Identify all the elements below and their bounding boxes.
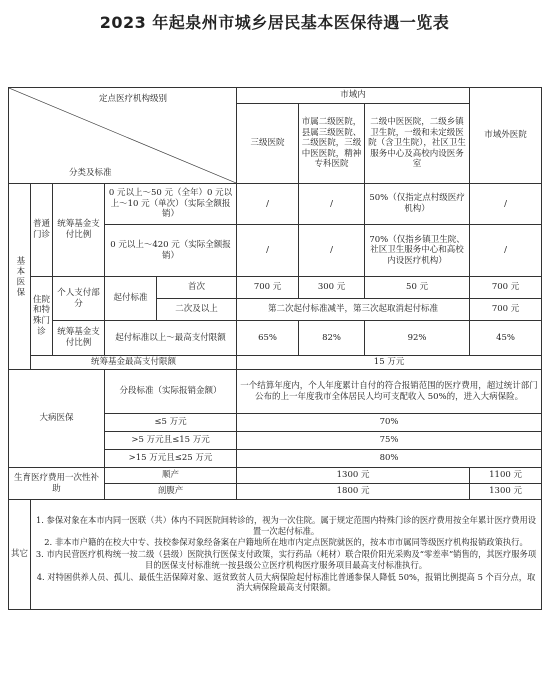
seg-label: 分段标准（实际报销金额） [105, 370, 237, 414]
note-item: 4. 对特困供养人员、孤儿、最低生活保障对象、返贫致贫人员大病保险起付标准比普通参保人降低 50%，报销比例提高 5 个百分点，取消大病保险最高支付限额。 [36, 571, 536, 593]
second-label: 二次及以上 [157, 299, 237, 321]
table-cell: / [299, 184, 365, 225]
table-cell: / [470, 225, 542, 277]
threshold-label: 起付标准 [105, 277, 157, 321]
table-cell: 300 元 [299, 277, 365, 299]
table-cell: 70% [237, 414, 542, 432]
table-cell: >15 万元且≤25 万元 [105, 450, 237, 468]
outpatient-label: 普通门诊 [31, 184, 53, 277]
basic-label: 基本医保 [9, 184, 31, 370]
note-item: 2. 非本市户籍的在校大中专、技校参保对象经备案在户籍地所在地市内定点医院就医的，按本市市属同等级医疗机构报销政策执行。 [44, 537, 528, 548]
table-cell: 65% [237, 321, 299, 356]
level3-header: 三级医院 [237, 104, 299, 184]
ratio-label: 统筹基金支付比例 [53, 184, 105, 277]
table-cell: 50%（仅指定点村级医疗机构） [365, 184, 470, 225]
city-out-header: 市域外医院 [470, 88, 542, 184]
corner-bottom-label: 分类及标准 [69, 168, 112, 179]
max-value: 15 万元 [237, 356, 542, 370]
table-cell: 1300 元 [237, 468, 470, 484]
other-label: 其它 [9, 500, 31, 610]
table-cell: 75% [237, 432, 542, 450]
birth-label: 生育医疗费用一次性补助 [9, 468, 105, 500]
table-cell: >5 万元且≤15 万元 [105, 432, 237, 450]
table-cell: 50 元 [365, 277, 470, 299]
range-label: 起付标准以上～最高支付限额 [105, 321, 237, 356]
table-cell: 1300 元 [470, 484, 542, 500]
major-label: 大病医保 [9, 370, 105, 468]
table-cell: 700 元 [237, 277, 299, 299]
note-item: 1. 参保对象在本市内同一医联（共）体内不同医院间转诊的，视为一次住院。属于规定范围内特殊门诊的医疗费用按全年累计医疗费用设置一次起付标准。 [35, 514, 537, 536]
table-cell: 70%（仅指乡镇卫生院、社区卫生服务中心和高校内设医疗机构） [365, 225, 470, 277]
table-cell: 700 元 [470, 299, 542, 321]
table-cell: / [470, 184, 542, 225]
header-corner [9, 88, 237, 184]
ratio-label-2: 统筹基金支付比例 [53, 321, 105, 356]
inpatient-label: 住院和特殊门诊 [31, 277, 53, 356]
table-cell: / [237, 225, 299, 277]
table-cell: 45% [470, 321, 542, 356]
seg-desc: 一个结算年度内，个人年度累计自付的符合报销范围的医疗费用，超过统计部门公布的上一年度我市全体居民人均可支配收入 50%的，进入大病保险。 [237, 370, 542, 414]
table-cell: 700 元 [470, 277, 542, 299]
personal-label: 个人支付部分 [53, 277, 105, 321]
first-label: 首次 [157, 277, 237, 299]
second-text: 第二次起付标准减半，第三次起取消起付标准 [237, 299, 470, 321]
table-cell: 92% [365, 321, 470, 356]
table-cell: 82% [299, 321, 365, 356]
level1-header: 二级中医医院，二级乡镇卫生院，一级和未定级医院（含卫生院），社区卫生服务中心及高校内设医务室 [365, 104, 470, 184]
table-cell: / [299, 225, 365, 277]
table-cell: 1100 元 [470, 468, 542, 484]
table-cell: / [237, 184, 299, 225]
natural-label: 顺产 [105, 468, 237, 484]
city-in-header: 市域内 [237, 88, 470, 104]
table-cell: 80% [237, 450, 542, 468]
notes-cell [31, 500, 542, 610]
max-label: 统筹基金最高支付限额 [31, 356, 237, 370]
page-title: 2023 年起泉州市城乡居民基本医保待遇一览表 [99, 13, 450, 32]
table-cell: ≤5 万元 [105, 414, 237, 432]
note-item: 3. 市内民营医疗机构统一按二级（县级）医院执行医保支付政策，实行药品（耗材）联合限价阳光采购及“零差率”销售的，其医疗服务项目的医保支付标准统一按县级公立医疗机构医疗服务项目最高支付标准执行。 [35, 549, 537, 570]
benefits-table [8, 87, 542, 610]
corner-top-label: 定点医疗机构级别 [99, 94, 168, 104]
cesarean-label: 剖腹产 [105, 484, 237, 500]
level2-header: 市属二级医院，县属三级医院、二级医院，三级中医医院，精神专科医院 [299, 104, 365, 184]
outpatient-std-1: 0 元以上～50 元（全年）0 元以上～10 元（单次）（实际全额报销） [105, 184, 237, 225]
outpatient-std-2: 0 元以上～420 元（实际全额报销） [105, 225, 237, 277]
table-cell: 1800 元 [237, 484, 470, 500]
